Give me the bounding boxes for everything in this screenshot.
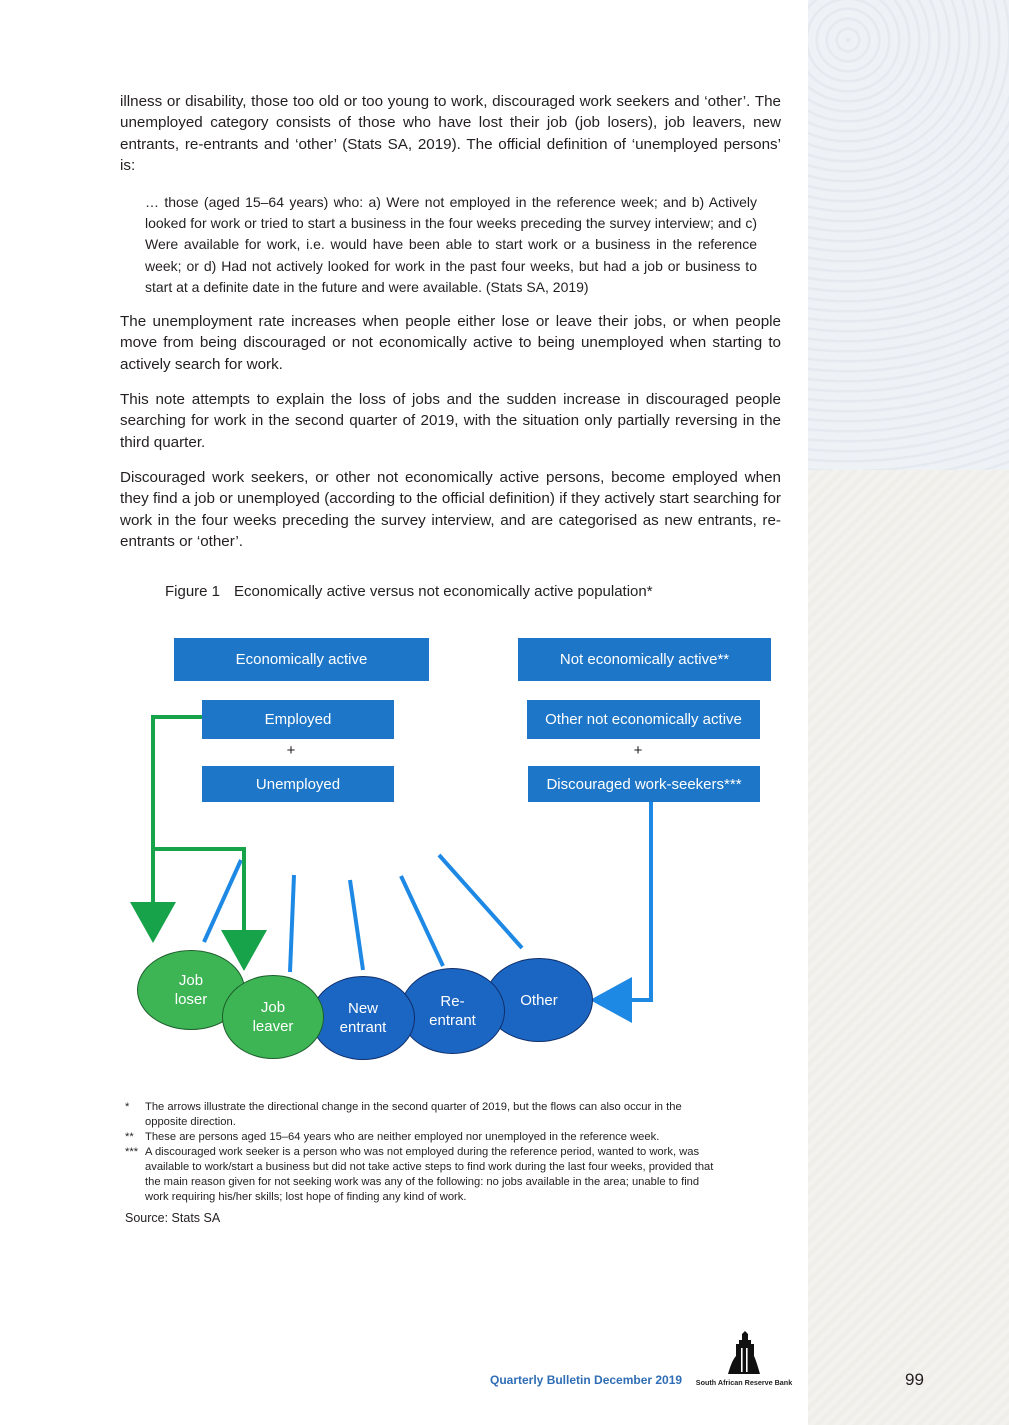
- side-panel-pattern-lower: [808, 470, 1009, 1425]
- note-3-text: A discouraged work seeker is a person who was not employed during the reference period, wanted to work, was available to work/start a business but did not take active steps to find work during the last four weeks, provided that the main reason given for not seeking work was any of the following: no jobs available in the area; unable to find work requiring his/her skills; lost hope of finding any kind of work.: [145, 1146, 714, 1203]
- figure-caption: Economically active versus not economically active population*: [234, 583, 653, 600]
- note-2-mark: **: [125, 1131, 134, 1143]
- connector-line-1: [204, 860, 241, 942]
- discouraged-to-other-arrow-line: [632, 802, 651, 1000]
- plus-sign-left: +: [286, 742, 296, 759]
- note-1: [125, 1100, 725, 1130]
- sarb-emblem-icon: [726, 1330, 762, 1376]
- box-economically-active: Economically active: [174, 638, 429, 681]
- plus-sign-right: +: [633, 742, 643, 759]
- employed-to-job-leaver-arrow-line: [153, 849, 244, 930]
- paragraph-unemployed-definition-intro: illness or disability, those too old or too young to work, discouraged work seekers and ‘other’. The unemployed category consists of those who have lost their job (job losers), job leavers, new entrants, re-entrants and ‘other’ (Stats SA, 2019). The official definition of ‘unemployed persons’ is:: [120, 93, 781, 174]
- quote-official-definition: … those (aged 15–64 years) who: a) Were not employed in the reference week; and b) Actively looked for work or tried to start a business in the four weeks preceding the survey interview; and c) Were available for work, i.e. would have been able to start work or a business in the reference week; or d) Had not actively looked for work in the past four weeks, but had a job or business to start at a definite date in the future and were available. (Stats SA, 2019): [145, 194, 757, 295]
- bubble-re-entrant: Re- entrant: [400, 968, 505, 1054]
- note-1-text: The arrows illustrate the directional change in the second quarter of 2019, but the flows can also occur in the opposite direction.: [145, 1101, 682, 1128]
- box-other-not-economically-active: Other not economically active: [527, 700, 760, 739]
- note-3-mark: ***: [125, 1146, 139, 1158]
- box-unemployed: Unemployed: [202, 766, 394, 802]
- box-discouraged-work-seekers: Discouraged work-seekers***: [528, 766, 760, 802]
- figure-notes: [125, 1100, 725, 1205]
- bubble-job-leaver: Job leaver: [222, 975, 324, 1059]
- note-1-mark: *: [125, 1101, 130, 1113]
- employed-to-job-loser-arrow-line: [153, 717, 203, 902]
- note-2: [125, 1130, 725, 1145]
- note-2-text: These are persons aged 15–64 years who are neither employed nor unemployed in the reference week.: [145, 1131, 660, 1143]
- page-number: 99: [905, 1370, 924, 1389]
- decorative-side-panel: [808, 0, 1009, 1425]
- connector-line-2: [290, 875, 294, 972]
- box-not-economically-active: Not economically active**: [518, 638, 771, 681]
- paragraph-unemployment-rate: The unemployment rate increases when people either lose or leave their jobs, or when people move from being discouraged or not economically active to being unemployed when starting to actively search for work.: [120, 313, 781, 373]
- footer-publication-title: Quarterly Bulletin December 2019: [490, 1373, 683, 1387]
- note-3: [125, 1145, 725, 1205]
- side-panel-pattern-upper: [808, 0, 1009, 470]
- sarb-logo-text: South African Reserve Bank: [695, 1378, 793, 1387]
- sarb-logo: [694, 1330, 794, 1390]
- bubble-new-entrant: New entrant: [311, 976, 415, 1060]
- paragraph-discouraged-seekers: Discouraged work seekers, or other not economically active persons, become employed when they find a job or unemployed (according to the official definition) if they actively start searching for work in the four weeks preceding the survey interview, and are categorised as new entrants, re-entrants or ‘other’.: [120, 469, 781, 550]
- figure-number: Figure 1: [165, 583, 221, 600]
- bubble-job-loser: Job loser: [137, 950, 245, 1030]
- discouraged-to-other-arrowhead: [590, 977, 632, 1023]
- connector-line-3: [350, 880, 363, 970]
- connector-line-4: [401, 876, 443, 966]
- figure-title: [165, 583, 653, 600]
- paragraph-note-purpose: This note attempts to explain the loss of jobs and the sudden increase in discouraged people searching for work in the second quarter of 2019, with the situation only partially reversing in the third quarter.: [120, 391, 781, 451]
- figure-source: Source: Stats SA: [125, 1211, 221, 1225]
- job-loser-arrowhead: [130, 902, 176, 943]
- bubble-other: Other: [485, 958, 593, 1042]
- box-employed: Employed: [202, 700, 394, 739]
- connector-line-5: [439, 855, 522, 948]
